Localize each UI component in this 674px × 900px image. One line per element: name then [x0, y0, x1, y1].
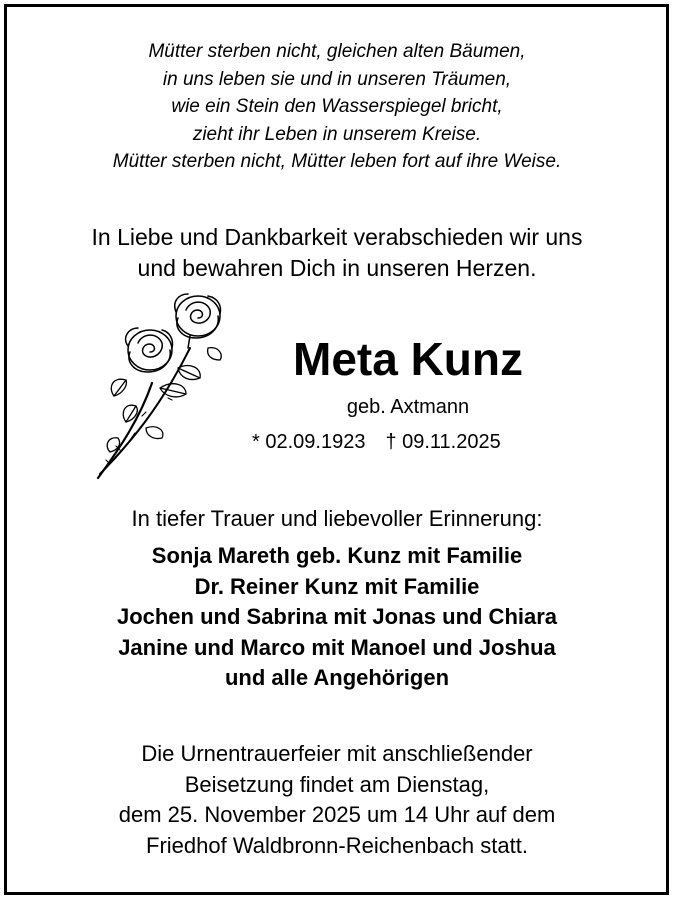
mourner: Dr. Reiner Kunz mit Familie: [194, 573, 480, 599]
service-info: [0, 739, 674, 861]
birth-date: * 02.09.1923: [252, 431, 366, 453]
poem-line: wie ein Stein den Wasserspiegel bricht,: [171, 96, 503, 117]
life-dates: [252, 429, 501, 455]
mourners-list: [0, 541, 674, 694]
maiden-name: geb. Axtmann: [346, 396, 470, 418]
rose-lower: [126, 328, 173, 372]
poem-line: in uns leben sie und in unseren Träumen,: [162, 68, 512, 90]
mourner: und alle Angehörigen: [224, 665, 450, 690]
death-date: † 09.11.2025: [385, 431, 501, 453]
farewell-text: [0, 222, 674, 284]
farewell-line: In Liebe und Dankbarkeit verabschieden wir uns: [91, 224, 583, 250]
poem-line: Mütter sterben nicht, gleichen alten Bäumen,: [148, 41, 526, 62]
poem-line: zieht ihr Leben in unserem Kreise.: [192, 123, 482, 145]
poem: [0, 38, 674, 176]
service-line: Die Urnentrauerfeier mit anschließender: [141, 741, 533, 766]
farewell-line: und bewahren Dich in unseren Herzen.: [137, 255, 537, 281]
mourner: Sonja Mareth geb. Kunz mit Familie: [151, 543, 523, 568]
service-line: Beisetzung findet am Dienstag,: [184, 771, 490, 797]
poem-line: Mütter sterben nicht, Mütter leben fort auf ihre Weise.: [112, 151, 562, 172]
deceased-name: Meta Kunz: [293, 333, 523, 385]
service-line: Friedhof Waldbronn-Reichenbach statt.: [146, 832, 528, 858]
service-line: dem 25. November 2025 um 14 Uhr auf dem: [118, 802, 556, 827]
mourner: Janine und Marco mit Manoel und Joshua: [118, 634, 556, 660]
mourning-line: In tiefer Trauer und liebevoller Erinnerung:: [131, 506, 543, 531]
mourner: Jochen und Sabrina mit Jonas und Chiara: [116, 604, 558, 629]
